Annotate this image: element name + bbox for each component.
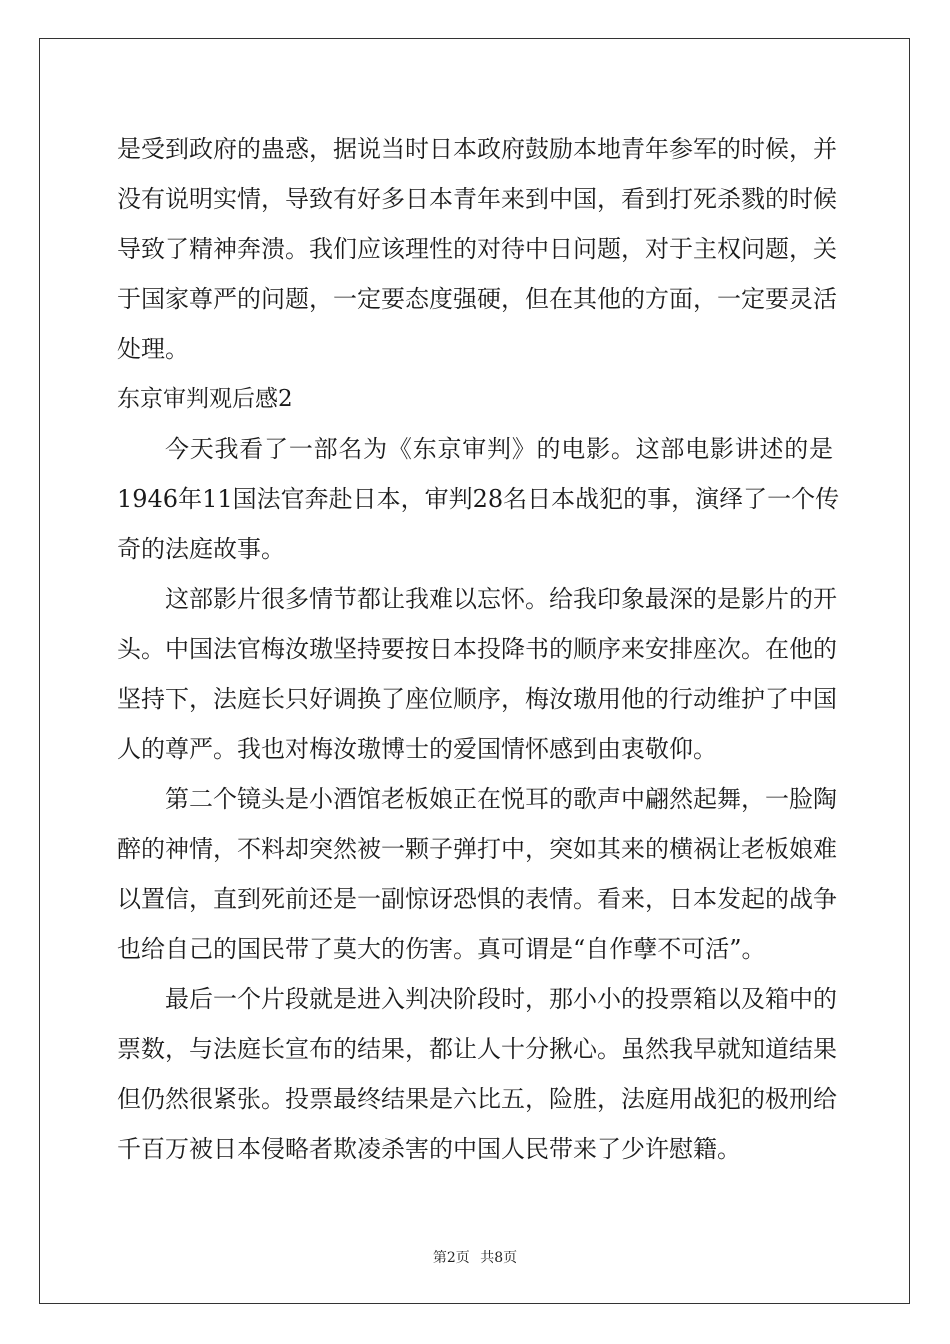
text-line: 人的尊严。我也对梅汝璈博士的爱国情怀感到由衷敬仰。 bbox=[117, 735, 717, 763]
page-footer bbox=[0, 1247, 950, 1267]
text-line: 1946年11国法官奔赴日本，审判28名日本战犯的事，演绎了一个传 bbox=[117, 485, 840, 513]
section-heading: 东京审判观后感2 bbox=[117, 386, 293, 412]
document-body bbox=[117, 124, 840, 1174]
paragraph-1 bbox=[117, 424, 840, 574]
text-line: 今天我看了一部名为《东京审判》的电影。这部电影讲述的是 bbox=[165, 435, 833, 463]
page-number: 第2页 bbox=[432, 1250, 470, 1266]
text-line: 于国家尊严的问题，一定要态度强硬，但在其他的方面，一定要灵活 bbox=[117, 285, 837, 313]
text-line: 奇的法庭故事。 bbox=[117, 535, 285, 563]
text-line: 第二个镜头是小酒馆老板娘正在悦耳的歌声中翩然起舞，一脸陶 bbox=[165, 785, 837, 813]
text-line: 没有说明实情，导致有好多日本青年来到中国，看到打死杀戮的时候 bbox=[117, 185, 837, 213]
text-line: 处理。 bbox=[117, 335, 189, 363]
text-line: 以置信，直到死前还是一副惊讶恐惧的表情。看来，日本发起的战争 bbox=[117, 885, 837, 913]
text-line: 也给自己的国民带了莫大的伤害。真可谓是“自作孽不可活”。 bbox=[117, 935, 766, 963]
paragraph-2 bbox=[117, 574, 837, 774]
page-total: 共8页 bbox=[480, 1250, 518, 1266]
text-line: 是受到政府的蛊惑，据说当时日本政府鼓励本地青年参军的时候，并 bbox=[117, 135, 837, 163]
text-line: 但仍然很紧张。投票最终结果是六比五，险胜，法庭用战犯的极刑给 bbox=[117, 1085, 837, 1113]
text-line: 千百万被日本侵略者欺凌杀害的中国人民带来了少许慰籍。 bbox=[117, 1135, 741, 1163]
text-line: 导致了精神奔溃。我们应该理性的对待中日问题，对于主权问题，关 bbox=[117, 235, 837, 263]
paragraph-4 bbox=[117, 974, 837, 1174]
text-line: 醉的神情，不料却突然被一颗子弹打中，突如其来的横祸让老板娘难 bbox=[117, 835, 837, 863]
paragraph-3 bbox=[117, 774, 837, 974]
paragraph-continued bbox=[117, 124, 837, 374]
text-line: 坚持下，法庭长只好调换了座位顺序，梅汝璈用他的行动维护了中国 bbox=[117, 685, 837, 713]
text-line: 票数，与法庭长宣布的结果，都让人十分揪心。虽然我早就知道结果 bbox=[117, 1035, 837, 1063]
text-line: 头。中国法官梅汝璈坚持要按日本投降书的顺序来安排座次。在他的 bbox=[117, 635, 837, 663]
text-line: 这部影片很多情节都让我难以忘怀。给我印象最深的是影片的开 bbox=[165, 585, 837, 613]
text-line: 最后一个片段就是进入判决阶段时，那小小的投票箱以及箱中的 bbox=[165, 985, 837, 1013]
